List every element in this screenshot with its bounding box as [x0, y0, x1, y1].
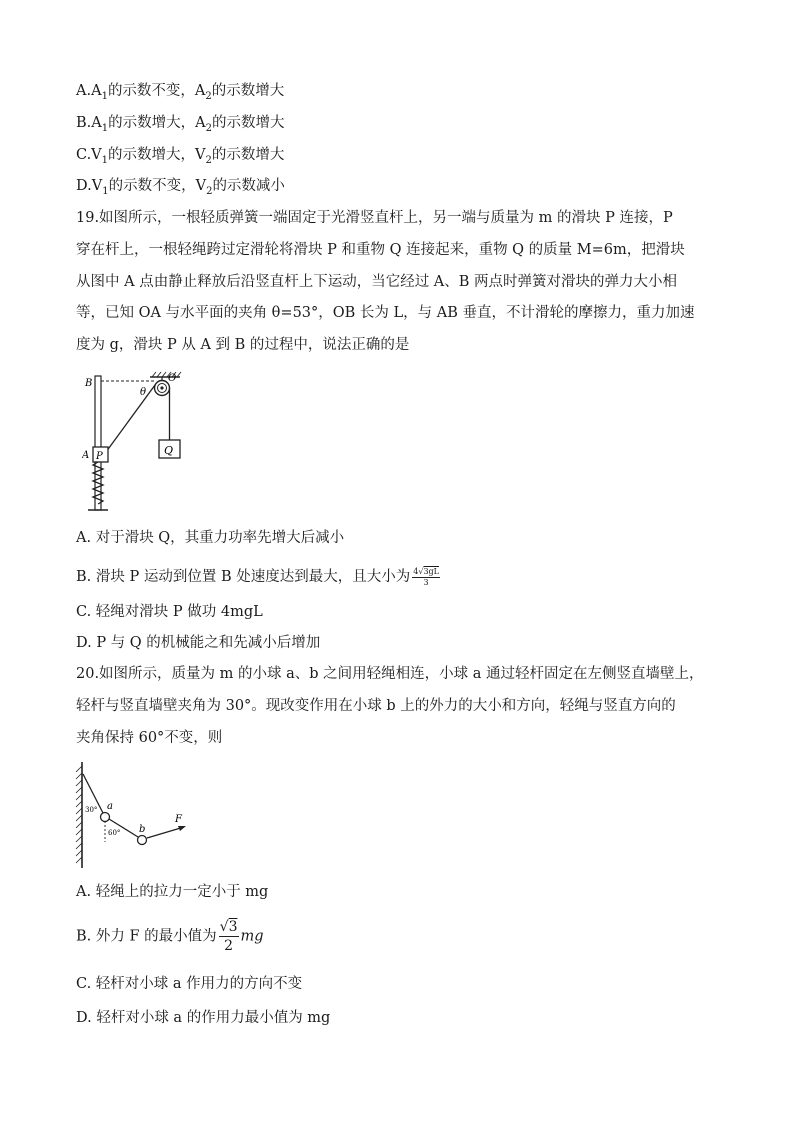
- q18-option-d: [76, 176, 726, 202]
- unit-mg: mg: [240, 928, 264, 945]
- label-q: Q: [164, 444, 174, 457]
- q19-option-a: A. 对于滑块 Q，其重力功率先增大后减小: [76, 530, 345, 546]
- text: 的示数增大，V: [108, 147, 206, 163]
- q19-option-d: D. P 与 Q 的机械能之和先减小后增加: [76, 635, 321, 651]
- subscript: 1: [101, 154, 109, 166]
- numerator: 4√3gL: [413, 566, 439, 576]
- fraction-4root3gl-over-3: [412, 568, 440, 587]
- q19-stem-line-1: 19.如图所示，一根轻质弹簧一端固定于光滑竖直杆上，另一端与质量为 m 的滑块 P 连接，P: [76, 210, 673, 226]
- subscript: 2: [205, 154, 212, 166]
- denominator: 2: [224, 938, 234, 954]
- q19-stem-line-4: 等，已知 OA 与水平面的夹角 θ=53°，OB 长为 L，与 AB 垂直，不计滑轮的摩擦力，重力加速: [76, 305, 695, 321]
- label-angle-60: 60°: [108, 829, 121, 837]
- ceiling-hatch: [152, 372, 181, 377]
- fraction-root3-over-2: [219, 920, 239, 953]
- q20-option-b: [76, 920, 726, 953]
- text: B. 滑块 P 运动到位置 B 处速度达到最大，且大小为: [76, 569, 411, 585]
- text: A.A: [76, 83, 102, 99]
- q20-stem-line-3: 夹角保持 60°不变，则: [76, 730, 223, 746]
- denominator: 3: [423, 577, 429, 587]
- subscript: 1: [102, 185, 109, 197]
- subscript: 1: [101, 90, 108, 102]
- radicand: 3: [228, 919, 238, 935]
- text: 的示数减小: [212, 178, 285, 194]
- text: 的示数增大，A: [108, 115, 206, 131]
- subscript: 2: [206, 185, 213, 197]
- ball-b: [138, 836, 147, 845]
- q20-balls-figure: [72, 760, 202, 870]
- subscript: 1: [101, 122, 109, 134]
- text: 的示数不变，V: [108, 178, 207, 194]
- text: 的示数增大: [211, 147, 285, 163]
- text: 的示数不变，A: [107, 83, 206, 99]
- q18-option-b: [76, 113, 726, 139]
- text: B. 外力 F 的最小值为: [76, 928, 217, 945]
- label-a: A: [82, 450, 90, 461]
- subscript: 2: [205, 122, 212, 134]
- text: 的示数增大: [211, 83, 285, 99]
- wall-hatch: [76, 766, 82, 863]
- numerator: √3: [219, 919, 238, 935]
- q19-option-b: [76, 567, 726, 587]
- label-p: P: [96, 451, 103, 462]
- label-force-f: F: [175, 814, 182, 825]
- q19-stem-line-5: 度为 g，滑块 P 从 A 到 B 的过程中，说法正确的是: [76, 337, 410, 353]
- q20-option-d: D. 轻杆对小球 a 的作用力最小值为 mg: [76, 1010, 331, 1026]
- subscript: 2: [205, 90, 212, 102]
- radicand: 3gL: [423, 566, 439, 576]
- q20-option-c: C. 轻杆对小球 a 作用力的方向不变: [76, 976, 303, 992]
- label-theta: θ: [140, 387, 147, 398]
- q19-stem-line-2: 穿在杆上，一根轻绳跨过定滑轮将滑块 P 和重物 Q 连接起来，重物 Q 的质量 M=6m，把滑块: [76, 242, 685, 258]
- label-angle-30: 30°: [85, 806, 98, 814]
- ball-a: [101, 813, 110, 822]
- q20-stem-line-1: 20.如图所示，质量为 m 的小球 a、b 之间用轻绳相连，小球 a 通过轻杆固定在左侧竖直墙壁上，: [76, 666, 704, 682]
- text: C.V: [76, 147, 102, 163]
- force-f-arrow: [147, 827, 184, 838]
- q18-option-a: [76, 81, 726, 107]
- label-b: B: [85, 378, 93, 389]
- q18-option-c: [76, 145, 726, 171]
- label-ball-b: b: [139, 824, 146, 835]
- text: D.V: [76, 178, 103, 194]
- q19-option-c: C. 轻绳对滑块 P 做功 4mgL: [76, 604, 263, 620]
- label-ball-a: a: [107, 801, 113, 812]
- q19-spring-pulley-figure: [82, 368, 202, 512]
- label-o: O: [168, 373, 177, 384]
- q20-option-a: A. 轻绳上的拉力一定小于 mg: [76, 884, 269, 900]
- text: B.A: [76, 115, 102, 131]
- text: 的示数增大: [211, 115, 285, 131]
- rope-to-p: [106, 385, 155, 452]
- coef: 4: [413, 566, 419, 576]
- q19-stem-line-3: 从图中 A 点由静止释放后沿竖直杆上下运动，当它经过 A、B 两点时弹簧对滑块的弹力大小相: [76, 274, 678, 290]
- q20-stem-line-2: 轻杆与竖直墙壁夹角为 30°。现改变作用在小球 b 上的外力的大小和方向，轻绳与竖直方向的: [76, 698, 676, 714]
